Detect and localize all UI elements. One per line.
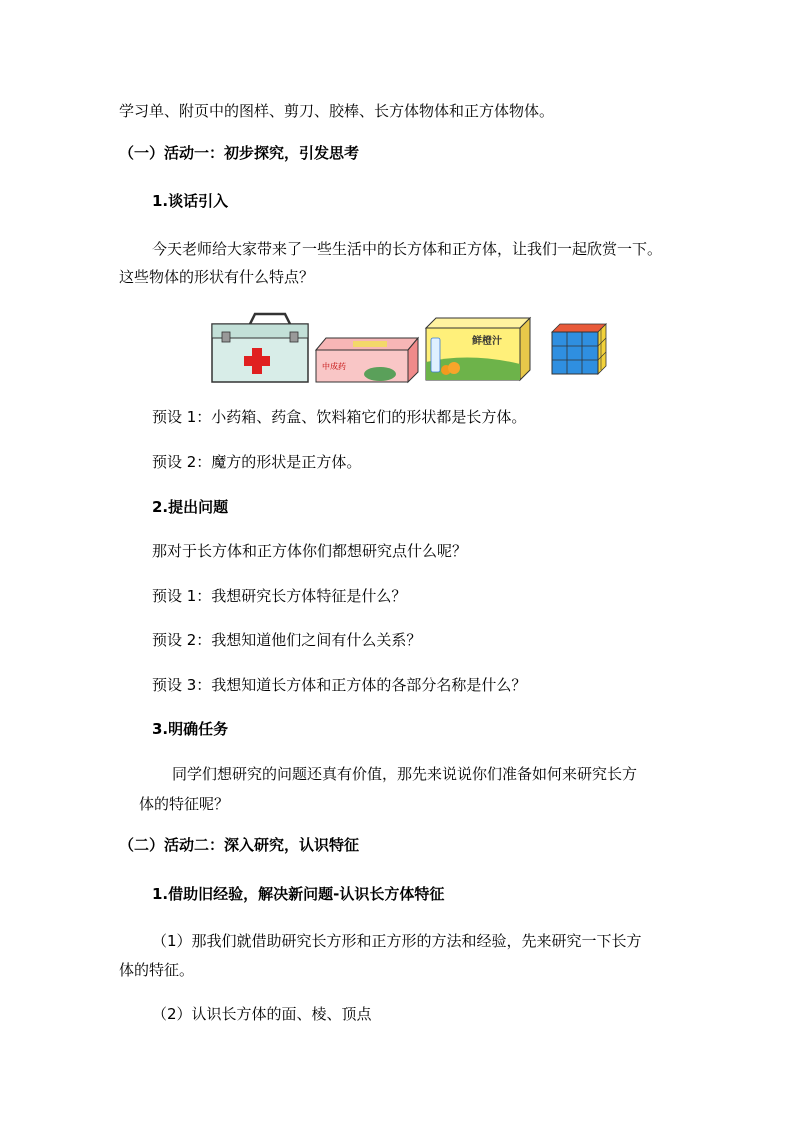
task-paragraph-line-2: 体的特征呢？ <box>139 795 230 813</box>
subheading-old-experience: 1.借助旧经验，解决新问题-认识长方体特征 <box>152 885 445 903</box>
question-preset-3: 预设 3：我想知道长方体和正方体的各部分名称是什么？ <box>152 676 527 694</box>
subheading-talk-intro: 1.谈话引入 <box>152 192 229 210</box>
question-line: 那对于长方体和正方体你们都想研究点什么呢？ <box>152 542 468 560</box>
step-1-line-1: （1）那我们就借助研究长方形和正方形的方法和经验，先来研究一下长方 <box>152 932 642 950</box>
step-2-line: （2）认识长方体的面、棱、顶点 <box>152 1005 372 1023</box>
preset-2: 预设 2：魔方的形状是正方体。 <box>152 453 362 471</box>
drink-box-image <box>426 318 530 380</box>
paragraph-intro-line-1: 今天老师给大家带来了一些生活中的长方体和正方体，让我们一起欣赏一下。 <box>152 240 663 258</box>
section-heading-activity-2: （二）活动二：深入研究，认识特征 <box>119 836 360 854</box>
subheading-clarify-task: 3.明确任务 <box>152 720 229 738</box>
task-paragraph-line-1: 同学们想研究的问题还真有价值，那先来说说你们准备如何来研究长方 <box>172 765 638 783</box>
section-heading-activity-1: （一）活动一：初步探究，引发思考 <box>119 144 360 162</box>
paragraph-intro-line-2: 这些物体的形状有什么特点？ <box>119 268 315 286</box>
question-preset-1: 预设 1：我想研究长方体特征是什么？ <box>152 587 407 605</box>
medicine-box-label: 中成药 <box>322 362 346 371</box>
step-1-line-2: 体的特征。 <box>119 961 195 979</box>
first-aid-kit-image <box>212 314 308 382</box>
subheading-raise-question: 2.提出问题 <box>152 498 229 516</box>
rubiks-cube-image <box>552 324 606 374</box>
question-preset-2: 预设 2：我想知道他们之间有什么关系？ <box>152 631 422 649</box>
drink-box-label: 鲜橙汁 <box>472 336 502 347</box>
preset-1: 预设 1：小药箱、药盒、饮料箱它们的形状都是长方体。 <box>152 408 527 426</box>
materials-line: 学习单、附页中的图样、剪刀、胶棒、长方体物体和正方体物体。 <box>119 102 555 120</box>
box-illustrations <box>210 312 610 384</box>
medicine-box-image <box>316 338 418 382</box>
